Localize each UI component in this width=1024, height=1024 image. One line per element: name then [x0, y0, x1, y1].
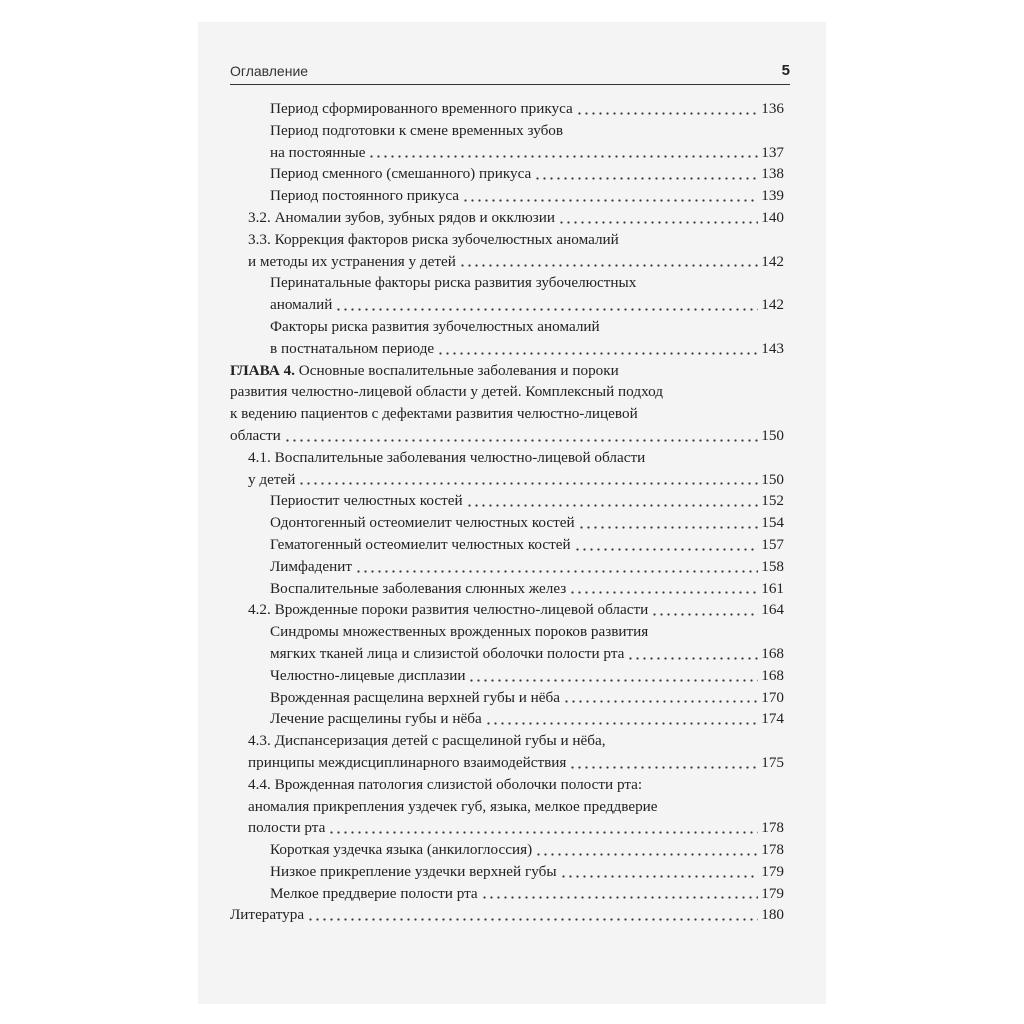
toc-entry: Период постоянного прикуса 139	[230, 185, 784, 207]
toc-page-number: 180	[761, 906, 784, 924]
toc-entry: Врожденная расщелина верхней губы и нёба 170	[230, 687, 784, 709]
toc-page-number: 142	[761, 252, 784, 270]
toc-entry: Гематогенный остеомиелит челюстных костей 157	[230, 534, 784, 556]
toc-entry: у детей 150	[230, 469, 784, 491]
table-of-contents	[230, 98, 784, 926]
toc-entry: принципы междисциплинарного взаимодействия 175	[230, 752, 784, 774]
toc-entry: мягких тканей лица и слизистой оболочки полости рта 168	[230, 643, 784, 665]
toc-page-number: 154	[761, 514, 784, 532]
toc-page-number: 164	[761, 601, 784, 619]
toc-page-number: 174	[761, 710, 784, 728]
toc-entry: в постнатальном периоде 143	[230, 338, 784, 360]
toc-page-number: 161	[761, 579, 784, 597]
toc-entry-line: Синдромы множественных врожденных пороков развития	[270, 623, 649, 641]
toc-entry: на постоянные 137	[230, 142, 784, 164]
toc-entry: Воспалительные заболевания слюнных желез 161	[230, 578, 784, 600]
toc-page-number: 136	[761, 100, 784, 117]
toc-page-number: 168	[761, 666, 784, 684]
toc-entry-line: 4.1. Воспалительные заболевания челюстно-лицевой области	[248, 448, 646, 466]
toc-page-number: 138	[761, 165, 784, 183]
toc-page-number: 150	[761, 470, 784, 488]
toc-entry: 3.2. Аномалии зубов, зубных рядов и окклюзии 140	[230, 207, 784, 229]
chapter-heading-line: ГЛАВА 4. Основные воспалительные заболевания и пороки	[230, 361, 619, 379]
toc-page-number: 150	[761, 426, 784, 444]
toc-entry: Короткая уздечка языка (анкилоглоссия) 178	[230, 839, 784, 861]
toc-entry: аномалий 142	[230, 294, 784, 316]
toc-entry: Литература 180	[230, 904, 784, 926]
toc-entry: и методы их устранения у детей 142	[230, 251, 784, 273]
toc-entry: Мелкое преддверие полости рта 179	[230, 883, 784, 905]
toc-entry: Периостит челюстных костей 152	[230, 490, 784, 512]
toc-entry: Лечение расщелины губы и нёба 174	[230, 708, 784, 730]
toc-entry: области 150	[230, 425, 784, 447]
toc-page-number: 178	[761, 841, 784, 859]
toc-page-number: 142	[761, 296, 784, 314]
toc-page-number: 152	[761, 492, 784, 510]
chapter-heading-line: к ведению пациентов с дефектами развития челюстно-лицевой	[230, 405, 638, 423]
toc-page-number: 179	[761, 862, 784, 880]
toc-page-number: 175	[761, 753, 784, 771]
header-title: Оглавление	[230, 63, 309, 79]
toc-entry-line: Период подготовки к смене временных зубов	[270, 121, 564, 139]
toc-page-number: 179	[761, 884, 784, 902]
toc-page-number: 158	[761, 557, 784, 575]
toc-entry: Лимфаденит 158	[230, 556, 784, 578]
toc-entry-line: 4.3. Диспансеризация детей с расщелиной губы и нёба,	[248, 732, 606, 750]
toc-entry-line: аномалия прикрепления уздечек губ, языка, мелкое преддверие	[248, 797, 658, 815]
toc-page-number: 168	[761, 644, 784, 662]
toc-entry: Низкое прикрепление уздечки верхней губы 179	[230, 861, 784, 883]
toc-page-number: 178	[761, 819, 784, 837]
running-header	[230, 60, 790, 85]
toc-entry-line: Факторы риска развития зубочелюстных аномалий	[270, 317, 600, 335]
toc-entry-line: 4.4. Врожденная патология слизистой оболочки полости рта:	[248, 775, 643, 793]
toc-page-number: 143	[761, 339, 784, 357]
toc-entry: Период сформированного временного прикуса 136	[230, 98, 784, 120]
chapter-heading-line: развития челюстно-лицевой области у детей. Комплексный подход	[230, 383, 663, 401]
toc-entry: Одонтогенный остеомиелит челюстных костей 154	[230, 512, 784, 534]
toc-page-number: 140	[761, 208, 784, 226]
toc-page-number: 139	[761, 187, 784, 205]
toc-entry: Период сменного (смешанного) прикуса 138	[230, 163, 784, 185]
toc-page-number: 137	[761, 143, 784, 161]
toc-entry: 4.2. Врожденные пороки развития челюстно-лицевой области 164	[230, 599, 784, 621]
toc-entry-line: Перинатальные факторы риска развития зубочелюстных	[270, 274, 637, 292]
toc-page-number: 170	[761, 688, 784, 706]
chapter-label: ГЛАВА 4.	[230, 361, 295, 379]
header-page-number: 5	[781, 62, 790, 79]
toc-entry: Челюстно-лицевые дисплазии 168	[230, 665, 784, 687]
toc-page-number: 157	[761, 535, 784, 553]
toc-entry-line: 3.3. Коррекция факторов риска зубочелюстных аномалий	[248, 230, 619, 248]
toc-entry: полости рта 178	[230, 817, 784, 839]
